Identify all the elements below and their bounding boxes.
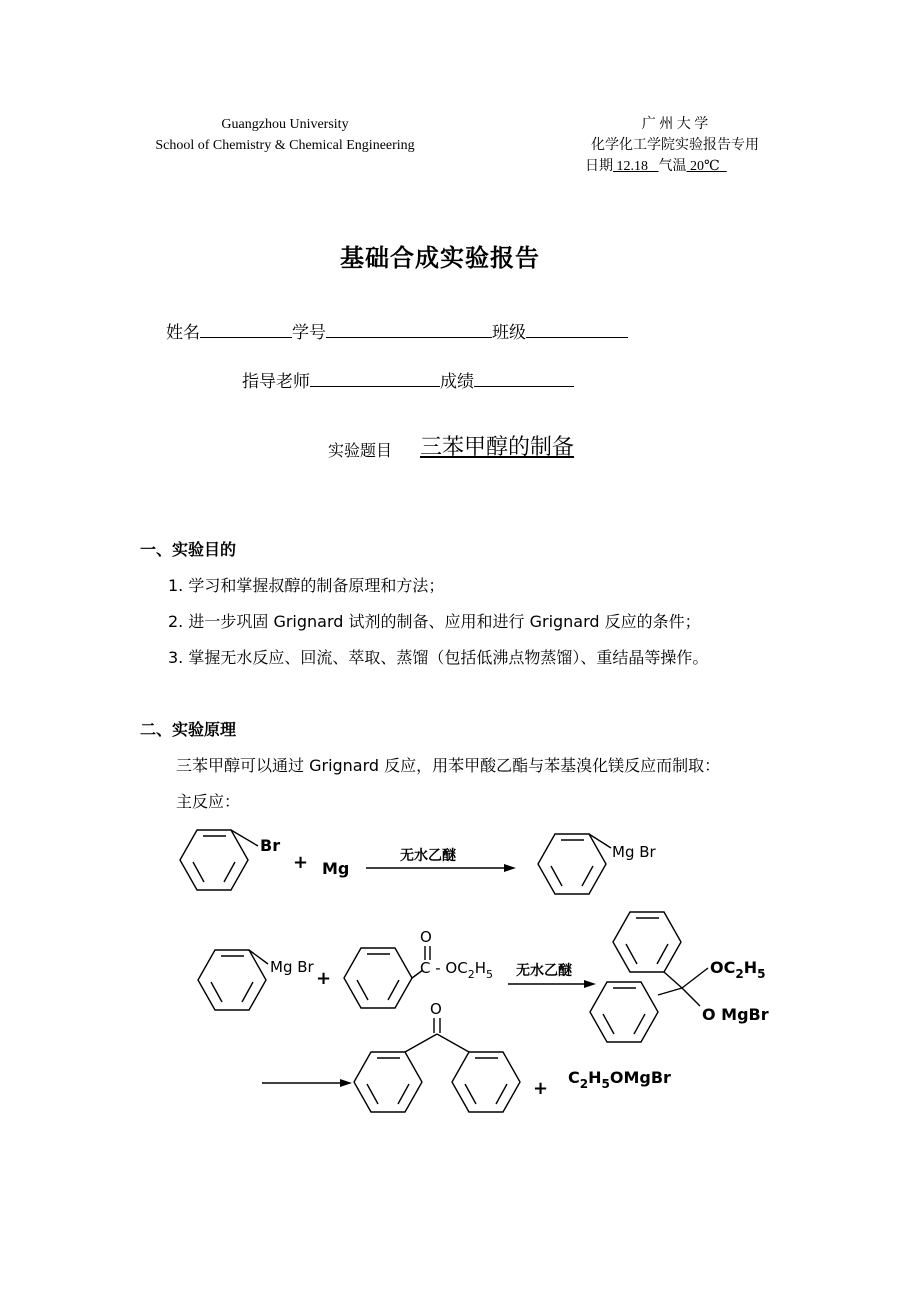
benzene-ring-bromobenzene (180, 830, 258, 890)
benzene-ring-product-upper (613, 912, 681, 972)
ester-group-label: C - $OC_2H_5$ (420, 959, 493, 981)
date-value: 12.18 (616, 159, 648, 174)
mgbr-label-2: Mg Br (270, 958, 314, 976)
arrowhead-3 (340, 1079, 352, 1087)
topic-label: 实验题目 (328, 441, 393, 460)
field-row-1 (166, 318, 628, 343)
grade-blank[interactable] (474, 370, 574, 387)
class-label: 班级 (492, 323, 526, 343)
bond-ethoxy (682, 968, 708, 988)
school-en: School of Chemistry & Chemical Engineering (155, 138, 415, 153)
br-label: Br (260, 836, 281, 855)
teacher-blank[interactable] (310, 370, 440, 387)
omgbr-label-product: O MgBr (702, 1005, 769, 1024)
ketone-o-label: O (430, 1000, 442, 1018)
plus-sign-2: + (316, 968, 332, 989)
school-cn: 化学化工学院实验报告专用 (591, 138, 759, 153)
temp-label: 气温 (658, 159, 687, 174)
objective-item-1: 1. 学习和掌握叔醇的制备原理和方法； (168, 576, 445, 595)
mgbr-label-1: Mg Br (612, 843, 656, 861)
ethoxy-label: $OC_2H_5$ (710, 958, 766, 981)
solvent-label-2: 无水乙醚 (516, 963, 572, 979)
student-id-label: 学号 (292, 323, 326, 343)
mg-label: Mg (322, 859, 350, 878)
benzene-ring-reagent (198, 950, 268, 1010)
teacher-label: 指导老师 (242, 372, 310, 392)
university-en: Guangzhou University (221, 117, 349, 132)
objective-item-3: 3. 掌握无水反应、回流、萃取、蒸馏（包括低沸点物蒸馏）、重结晶等操作。 (168, 648, 709, 667)
ketone-bond-left (405, 1034, 437, 1052)
name-label: 姓名 (166, 323, 200, 343)
carbonyl-o-label-1: O (420, 928, 432, 946)
principle-intro: 三苯甲醇可以通过 Grignard 反应，用苯甲酸乙酯与苯基溴化镁反应而制取： (176, 756, 721, 775)
bond-lower (658, 988, 682, 995)
temp-value: 20℃ (690, 159, 720, 174)
ketone-bond-right (437, 1034, 469, 1052)
bond-upper (664, 972, 682, 988)
class-blank[interactable] (526, 321, 628, 338)
solvent-label-1: 无水乙醚 (400, 848, 456, 864)
report-title: 基础合成实验报告 (340, 244, 540, 272)
section2-heading: 二、实验原理 (140, 720, 237, 739)
arrowhead-2 (584, 980, 596, 988)
topic-value: 三苯甲醇的制备 (420, 435, 575, 460)
plus-sign-3: + (533, 1078, 549, 1099)
main-reaction-label: 主反应： (176, 792, 241, 811)
grade-label: 成绩 (440, 372, 474, 392)
benzene-ring-ketone-right (452, 1052, 520, 1112)
arrowhead-1 (504, 864, 516, 872)
ethoxymgbr-label: $C_2H_5OMgBr$ (568, 1068, 671, 1091)
bond-omgbr (682, 988, 700, 1006)
section1-heading: 一、实验目的 (140, 540, 237, 559)
date-temp-line (555, 156, 795, 177)
reaction-scheme (0, 820, 920, 1150)
benzene-ring-ester (344, 948, 423, 1008)
benzene-ring-product-lower (590, 982, 658, 1042)
field-row-2 (242, 367, 574, 392)
student-id-blank[interactable] (326, 321, 492, 338)
date-label: 日期 (585, 159, 613, 174)
plus-sign-1: + (293, 852, 309, 873)
university-cn: 广 州 大 学 (641, 117, 709, 132)
objective-item-2: 2. 进一步巩固 Grignard 试剂的制备、应用和进行 Grignard 反应的条件； (168, 612, 701, 631)
header-left (120, 114, 450, 156)
benzene-ring-phenylmgbr (538, 834, 611, 894)
benzene-ring-ketone-left (354, 1052, 422, 1112)
name-blank[interactable] (200, 321, 292, 338)
header-right (555, 114, 795, 177)
